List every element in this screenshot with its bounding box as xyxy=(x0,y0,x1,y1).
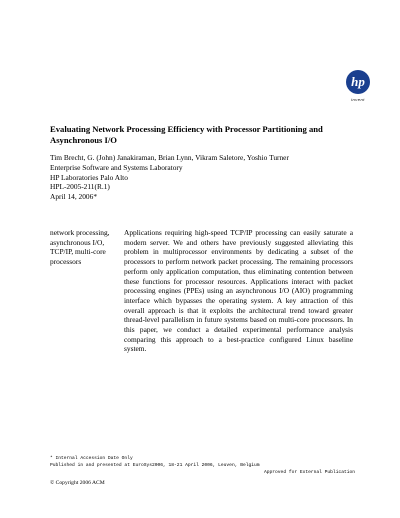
copyright: © Copyright 2006 ACM xyxy=(50,480,105,486)
hp-logo-tagline: invent xyxy=(351,97,365,102)
hp-logo-mark: hp xyxy=(346,70,370,94)
accession-note: * Internal Accession Date Only xyxy=(50,456,133,461)
lab-name: Enterprise Software and Systems Laboratory xyxy=(50,162,183,172)
lab-location: HP Laboratories Palo Alto xyxy=(50,172,128,182)
report-number: HPL-2005-211(R.1) xyxy=(50,182,110,192)
paper-title: Evaluating Network Processing Efficiency with Processor Partitioning and Asynchronous I/O xyxy=(50,124,323,145)
paper-metadata xyxy=(50,153,360,202)
report-date: April 14, 2006* xyxy=(50,192,98,202)
publication-note: Published in and presented at EuroSys2006, 18-21 April 2006, Leuven, Belgium xyxy=(50,463,260,468)
hp-logo xyxy=(343,70,373,106)
footer xyxy=(50,455,355,487)
abstract: Applications requiring high-speed TCP/IP processing can easily saturate a modern server. We and others have previously suggested alleviating this problem in multiprocessor environments by dedicating a subset of the processors to perform network packet processing. The remaining processors perform only application computation, thus eliminating contention between these functions for processor resources. Applications interact with packet processing engines (PPEs) using an asynchronous I/O (AIO) programming interface which bypasses the operating system. A key attraction of this overall approach is that it exploits the architectural trend toward greater thread-level parallelism in future systems based on multi-core processors. In this paper, we conduct a detailed experimental performance analysis comparing this approach to a best-practice configured Linux baseline system. xyxy=(124,228,353,354)
keywords: network processing, asynchronous I/O, TCP/IP, multi-core processors xyxy=(50,228,110,267)
authors: Tim Brecht, G. (John) Janakiraman, Brian Lynn, Vikram Saletore, Yoshio Turner xyxy=(50,153,289,162)
approval-note: Approved for External Publication xyxy=(264,470,355,475)
